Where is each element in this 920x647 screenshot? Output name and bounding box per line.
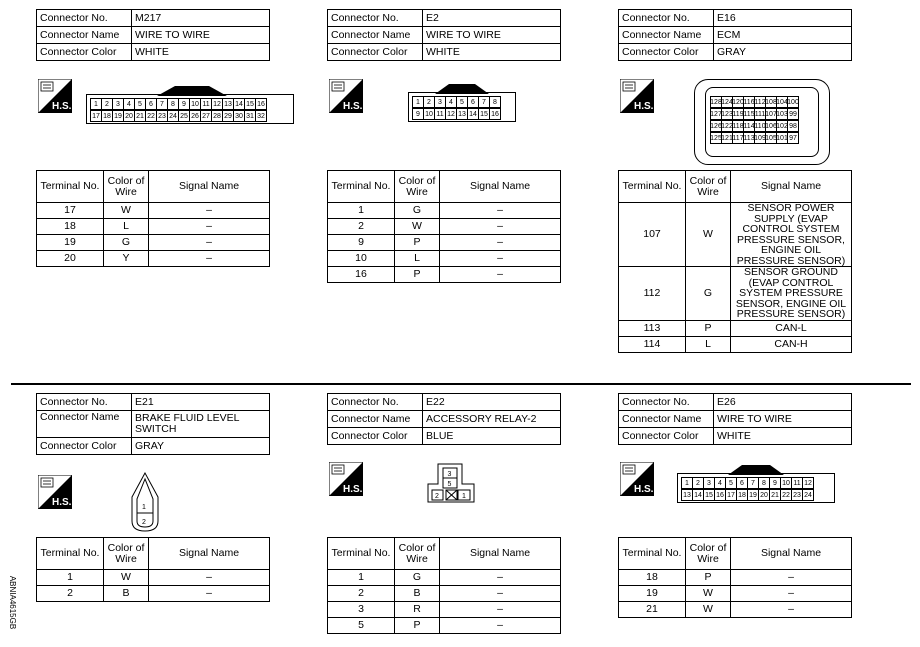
signal-cell: CAN-H [731,336,852,352]
pin-cell: 10 [189,98,201,110]
table-row [37,203,270,219]
pin-cell: 1 [412,96,424,108]
connector-name-label: Connector Name [619,411,714,428]
pin-cell: 28 [211,110,223,122]
pin-cell: 13 [681,489,693,501]
connector-info-e16 [618,9,852,61]
pin-cell: 16 [255,98,267,110]
pin-cell: 31 [244,110,256,122]
table-row [37,586,270,602]
connector-face-e26 [677,473,835,503]
pin-cell: 100 [787,96,799,108]
signal-cell: SENSOR GROUND (EVAP CONTROL SYSTEM PRESSURE SENSOR, ENGINE OIL PRESSURE SENSOR) [731,267,852,321]
connector-color-value: WHITE [132,44,270,61]
terminal-cell: 2 [37,586,104,602]
terminal-table-e26 [618,537,852,618]
color-cell: W [104,570,149,586]
connector-color-value: GRAY [714,44,852,61]
color-header: Color of Wire [686,171,731,203]
pin-cell: 114 [743,120,755,132]
pin-cell: 17 [90,110,102,122]
signal-cell: – [149,203,270,219]
terminal-cell: 2 [328,586,395,602]
terminal-cell: 19 [37,235,104,251]
pin-cell: 24 [802,489,814,501]
color-cell: P [686,570,731,586]
pin-cell: 24 [167,110,179,122]
color-cell: L [686,336,731,352]
terminal-cell: 107 [619,203,686,267]
pin-cell: 23 [791,489,803,501]
pin-cell: 102 [776,120,788,132]
connector-name-value: BRAKE FLUID LEVEL SWITCH [132,411,270,438]
color-cell: G [104,235,149,251]
pin-cell: 19 [747,489,759,501]
terminal-cell: 18 [37,219,104,235]
connector-no-label: Connector No. [328,394,423,411]
signal-cell: – [731,570,852,586]
terminal-header: Terminal No. [37,171,104,203]
pin-cell: 15 [478,108,490,120]
pin-cell: 2 [692,477,704,489]
terminal-header: Terminal No. [328,171,395,203]
pin-cell: 5 [134,98,146,110]
connector-no-value: E21 [132,394,270,411]
pin-label: 2 [435,493,439,500]
connector-no-value: E2 [423,10,561,27]
table-row [328,602,561,618]
pin-cell: 12 [802,477,814,489]
signal-cell: – [149,235,270,251]
table-row [37,570,270,586]
connector-name-label: Connector Name [328,411,423,428]
connector-color-value: BLUE [423,428,561,445]
signal-cell: – [440,235,561,251]
pin-cell: 11 [791,477,803,489]
terminal-cell: 10 [328,251,395,267]
color-cell: B [395,586,440,602]
pin-cell: 126 [710,120,722,132]
connector-info-e21 [36,393,270,455]
table-row [37,235,270,251]
pin-cell: 99 [787,108,799,120]
pin-cell: 10 [780,477,792,489]
terminal-cell: 112 [619,267,686,321]
pin-label: 3 [447,471,452,478]
connector-no-value: E26 [714,394,852,411]
pin-cell: 27 [200,110,212,122]
pin-cell: 101 [776,132,788,144]
signal-cell: – [731,602,852,618]
terminal-cell: 1 [37,570,104,586]
signal-header: Signal Name [731,171,852,203]
pin-cell: 5 [725,477,737,489]
terminal-cell: 17 [37,203,104,219]
figure-code: ABNIA4615GB [8,575,18,630]
pin-cell: 3 [703,477,715,489]
connector-color-value: GRAY [132,438,270,455]
pin-cell: 30 [233,110,245,122]
terminal-cell: 16 [328,267,395,283]
signal-cell: – [149,219,270,235]
pin-cell: 13 [456,108,468,120]
pin-cell: 107 [765,108,777,120]
pin-cell: 6 [145,98,157,110]
hs-icon [329,79,363,118]
signal-cell: – [149,251,270,267]
pin-cell: 8 [167,98,179,110]
table-row [328,570,561,586]
table-row [328,219,561,235]
pin-cell: 105 [765,132,777,144]
hs-icon [38,79,72,118]
terminal-header: Terminal No. [619,171,686,203]
connector-no-value: E22 [423,394,561,411]
connector-face-e22 [426,462,476,504]
pin-cell: 127 [710,108,722,120]
pin-cell: 6 [736,477,748,489]
connector-no-label: Connector No. [619,10,714,27]
pin-cell: 7 [478,96,490,108]
pin-cell: 7 [747,477,759,489]
pin-cell: 119 [732,108,744,120]
table-row [328,251,561,267]
pin-cell: 9 [412,108,424,120]
signal-cell: – [440,267,561,283]
connector-name-label: Connector Name [37,411,132,438]
table-row [328,203,561,219]
terminal-table-m217 [36,170,270,267]
table-row [619,203,852,267]
color-cell: W [686,602,731,618]
signal-header: Signal Name [440,538,561,570]
connector-face-e2 [408,92,516,122]
color-cell: W [686,586,731,602]
signal-cell: – [440,618,561,634]
signal-cell: – [440,251,561,267]
pin-label: 1 [142,504,146,511]
table-row [328,235,561,251]
pin-cell: 112 [754,96,766,108]
color-cell: W [395,219,440,235]
pin-cell: 103 [776,108,788,120]
color-cell: R [395,602,440,618]
pin-cell: 21 [769,489,781,501]
terminal-cell: 1 [328,570,395,586]
terminal-cell: 20 [37,251,104,267]
pin-cell: 111 [754,108,766,120]
signal-cell: – [440,203,561,219]
pin-cell: 3 [112,98,124,110]
terminal-cell: 18 [619,570,686,586]
pin-cell: 116 [743,96,755,108]
pin-cell: 1 [681,477,693,489]
terminal-table-e16 [618,170,852,353]
connector-key [435,83,489,95]
pin-cell: 109 [754,132,766,144]
pin-cell: 106 [765,120,777,132]
table-row [619,336,852,352]
pin-cell: 2 [101,98,113,110]
terminal-cell: 1 [328,203,395,219]
terminal-cell: 2 [328,219,395,235]
signal-header: Signal Name [149,171,270,203]
pin-cell: 3 [434,96,446,108]
pin-cell: 17 [725,489,737,501]
color-cell: P [395,618,440,634]
pin-cell: 128 [710,96,722,108]
terminal-table-e2 [327,170,561,283]
pin-cell: 9 [769,477,781,489]
color-cell: B [104,586,149,602]
connector-info-e2 [327,9,561,61]
connector-color-value: WHITE [714,428,852,445]
terminal-header: Terminal No. [619,538,686,570]
terminal-header: Terminal No. [37,538,104,570]
hs-label: H.S. [634,101,654,112]
pin-cell: 4 [445,96,457,108]
connector-info-e22 [327,393,561,445]
pin-cell: 12 [445,108,457,120]
pin-cell: 14 [467,108,479,120]
table-row [37,219,270,235]
color-header: Color of Wire [395,538,440,570]
color-cell: P [395,235,440,251]
connector-name-value: ECM [714,27,852,44]
terminal-header: Terminal No. [328,538,395,570]
terminal-table-e21 [36,537,270,602]
pin-cell: 15 [703,489,715,501]
signal-header: Signal Name [731,538,852,570]
connector-name-value: WIRE TO WIRE [132,27,270,44]
color-cell: W [104,203,149,219]
connector-color-label: Connector Color [328,44,423,61]
connector-color-label: Connector Color [328,428,423,445]
connector-face-e16 [694,79,830,165]
connector-name-value: ACCESSORY RELAY-2 [423,411,561,428]
pin-cell: 7 [156,98,168,110]
pin-cell: 123 [721,108,733,120]
table-row [37,251,270,267]
pin-cell: 14 [233,98,245,110]
pin-cell: 5 [456,96,468,108]
pin-cell: 97 [787,132,799,144]
color-cell: Y [104,251,149,267]
pin-label: 5 [447,481,452,488]
signal-cell: SENSOR POWER SUPPLY (EVAP CONTROL SYSTEM PRESSURE SENSOR, ENGINE OIL PRESSURE SENSOR) [731,203,852,267]
signal-cell: – [149,586,270,602]
hs-label: H.S. [343,484,363,495]
table-row [619,267,852,321]
pin-cell: 4 [714,477,726,489]
color-cell: L [104,219,149,235]
pin-cell: 26 [189,110,201,122]
connector-name-value: WIRE TO WIRE [423,27,561,44]
signal-cell: – [440,219,561,235]
pin-cell: 8 [758,477,770,489]
pin-cell: 110 [754,120,766,132]
hs-label: H.S. [634,484,654,495]
pin-cell: 104 [776,96,788,108]
connector-info-m217 [36,9,270,61]
terminal-cell: 9 [328,235,395,251]
connector-color-label: Connector Color [619,428,714,445]
table-row [328,618,561,634]
pin-cell: 117 [732,132,744,144]
pin-cell: 19 [112,110,124,122]
pin-cell: 122 [721,120,733,132]
connector-face-e21 [128,471,162,533]
pin-cell: 12 [211,98,223,110]
table-row [619,320,852,336]
terminal-table-e22 [327,537,561,634]
pin-cell: 121 [721,132,733,144]
pin-cell: 20 [123,110,135,122]
pin-cell: 18 [101,110,113,122]
pin-cell: 2 [423,96,435,108]
pin-cell: 15 [244,98,256,110]
signal-cell: – [149,570,270,586]
pin-cell: 29 [222,110,234,122]
color-header: Color of Wire [104,538,149,570]
pin-cell: 25 [178,110,190,122]
connector-info-e26 [618,393,852,445]
color-cell: W [686,203,731,267]
color-cell: G [395,570,440,586]
pin-cell: 124 [721,96,733,108]
pin-cell: 108 [765,96,777,108]
color-header: Color of Wire [104,171,149,203]
connector-color-label: Connector Color [37,44,132,61]
connector-name-label: Connector Name [328,27,423,44]
terminal-cell: 3 [328,602,395,618]
signal-cell: CAN-L [731,320,852,336]
signal-cell: – [731,586,852,602]
color-cell: L [395,251,440,267]
color-cell: P [395,267,440,283]
connector-no-label: Connector No. [37,394,132,411]
table-row [619,586,852,602]
pin-cell: 115 [743,108,755,120]
signal-header: Signal Name [149,538,270,570]
terminal-cell: 19 [619,586,686,602]
pin-cell: 22 [145,110,157,122]
hs-label: H.S. [52,101,72,112]
pin-cell: 23 [156,110,168,122]
section-divider [11,383,911,385]
signal-cell: – [440,570,561,586]
pin-cell: 4 [123,98,135,110]
signal-cell: – [440,586,561,602]
hs-icon [620,462,654,501]
pin-cell: 13 [222,98,234,110]
connector-color-value: WHITE [423,44,561,61]
pin-cell: 10 [423,108,435,120]
pin-label: 2 [142,519,146,526]
connector-no-value: M217 [132,10,270,27]
pin-cell: 32 [255,110,267,122]
connector-no-label: Connector No. [37,10,132,27]
connector-no-value: E16 [714,10,852,27]
pin-cell: 118 [732,120,744,132]
connector-name-value: WIRE TO WIRE [714,411,852,428]
terminal-cell: 21 [619,602,686,618]
connector-name-label: Connector Name [619,27,714,44]
hs-icon [329,462,363,501]
terminal-cell: 5 [328,618,395,634]
table-row [328,267,561,283]
connector-no-label: Connector No. [619,394,714,411]
pin-cell: 21 [134,110,146,122]
signal-cell: – [440,602,561,618]
color-cell: P [686,320,731,336]
pin-cell: 6 [467,96,479,108]
connector-color-label: Connector Color [37,438,132,455]
hs-icon [38,475,72,514]
color-header: Color of Wire [686,538,731,570]
pin-cell: 16 [489,108,501,120]
connector-color-label: Connector Color [619,44,714,61]
signal-header: Signal Name [440,171,561,203]
table-row [328,586,561,602]
pin-cell: 8 [489,96,501,108]
pin-cell: 125 [710,132,722,144]
pin-cell: 9 [178,98,190,110]
connector-key [157,85,227,97]
connector-name-label: Connector Name [37,27,132,44]
color-cell: G [395,203,440,219]
pin-cell: 20 [758,489,770,501]
hs-icon [620,79,654,118]
hs-label: H.S. [343,101,363,112]
table-row [619,570,852,586]
pin-cell: 22 [780,489,792,501]
pin-cell: 113 [743,132,755,144]
pin-cell: 98 [787,120,799,132]
table-row [619,602,852,618]
pin-cell: 16 [714,489,726,501]
pin-cell: 1 [90,98,102,110]
pin-cell: 11 [200,98,212,110]
pin-cell: 14 [692,489,704,501]
connector-key [728,464,784,476]
connector-no-label: Connector No. [328,10,423,27]
connector-face-m217 [86,94,294,124]
pin-cell: 120 [732,96,744,108]
pin-cell: 18 [736,489,748,501]
pin-label: 1 [462,493,466,500]
terminal-cell: 114 [619,336,686,352]
color-header: Color of Wire [395,171,440,203]
hs-label: H.S. [52,497,72,508]
pin-cell: 11 [434,108,446,120]
terminal-cell: 113 [619,320,686,336]
color-cell: G [686,267,731,321]
